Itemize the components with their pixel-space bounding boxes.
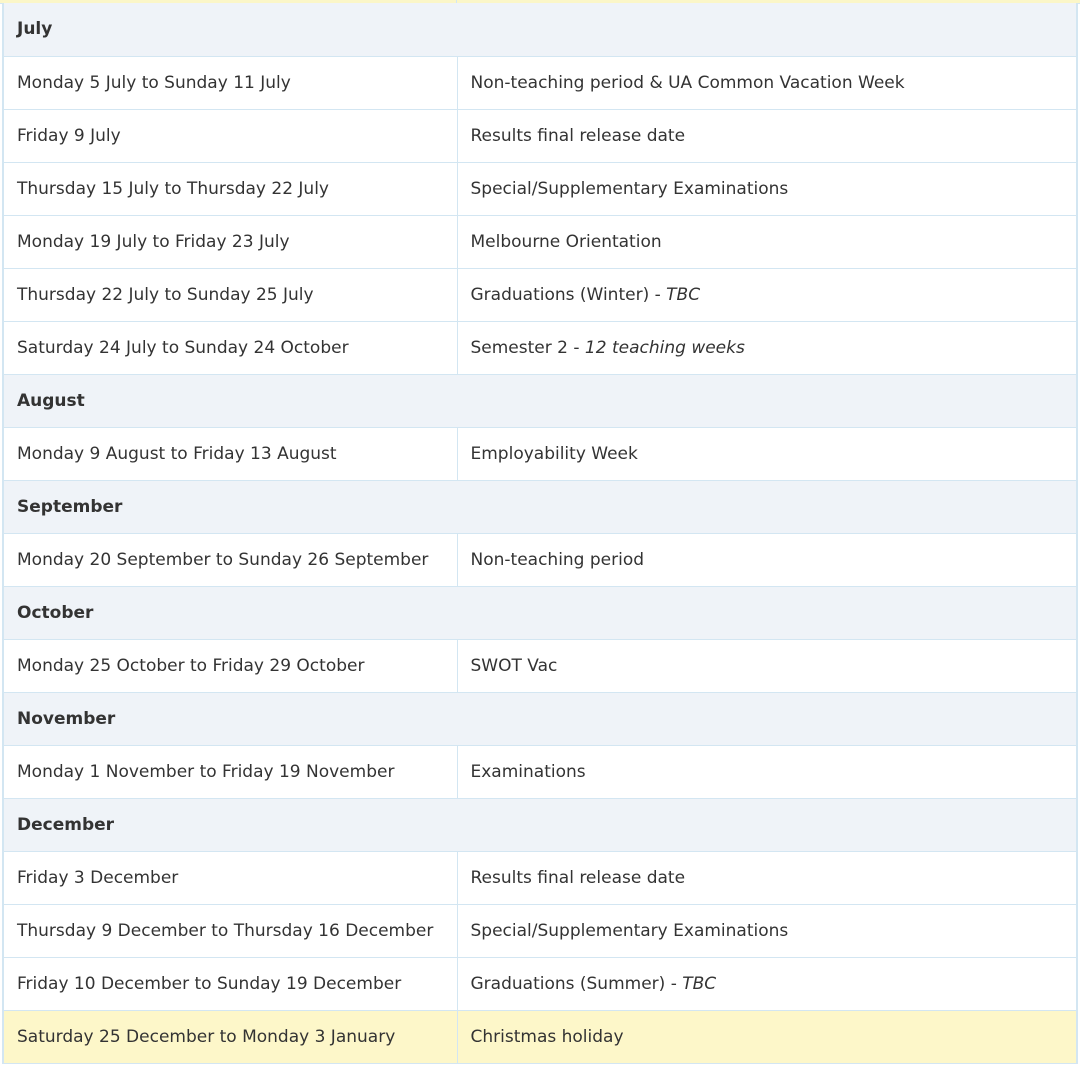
event-label: SWOT Vac [470,655,558,676]
table-row [3,851,1077,904]
table-row [3,745,1077,798]
month-header-row [3,480,1077,533]
date-cell: Monday 1 November to Friday 19 November [3,745,457,798]
month-header-row [3,798,1077,851]
event-label: Examinations [470,761,586,782]
event-cell [457,162,1077,215]
table-row [3,427,1077,480]
event-label: Non-teaching period & UA Common Vacation Week [470,72,905,93]
event-cell [457,851,1077,904]
event-cell [457,957,1077,1010]
table-row [3,109,1077,162]
date-cell: Monday 20 September to Sunday 26 September [3,533,457,586]
table-row [3,957,1077,1010]
date-cell: Thursday 15 July to Thursday 22 July [3,162,457,215]
date-cell: Saturday 25 December to Monday 3 January [3,1010,457,1063]
date-cell: Saturday 24 July to Sunday 24 October [3,321,457,374]
event-cell [457,639,1077,692]
event-note: TBC [682,973,717,994]
date-cell: Monday 19 July to Friday 23 July [3,215,457,268]
date-cell: Thursday 22 July to Sunday 25 July [3,268,457,321]
table-row [3,56,1077,109]
event-label: Results final release date [470,867,686,888]
table-row [3,268,1077,321]
month-header: September [3,480,1077,533]
month-header: November [3,692,1077,745]
event-label: Semester 2 [470,337,568,358]
event-note: 12 teaching weeks [584,337,745,358]
table-row [3,533,1077,586]
calendar-table-body [3,3,1077,1063]
month-header: July [3,3,1077,56]
academic-calendar-table [2,3,1078,1064]
event-label: Employability Week [470,443,638,464]
date-cell: Friday 3 December [3,851,457,904]
event-cell [457,904,1077,957]
month-header: October [3,586,1077,639]
note-separator: - [567,337,585,358]
event-cell [457,427,1077,480]
note-separator: - [665,973,683,994]
event-label: Graduations (Winter) [470,284,650,305]
table-row [3,1010,1077,1063]
date-cell: Friday 9 July [3,109,457,162]
table-row [3,904,1077,957]
event-label: Non-teaching period [470,549,645,570]
event-label: Graduations (Summer) [470,973,666,994]
event-label: Melbourne Orientation [470,231,662,252]
event-label: Special/Supplementary Examinations [470,920,789,941]
month-header-row [3,3,1077,56]
table-row [3,639,1077,692]
date-cell: Thursday 9 December to Thursday 16 December [3,904,457,957]
event-note: TBC [666,284,701,305]
event-label: Christmas holiday [470,1026,624,1047]
table-row [3,162,1077,215]
event-cell [457,321,1077,374]
month-header: December [3,798,1077,851]
note-separator: - [649,284,667,305]
date-cell: Monday 25 October to Friday 29 October [3,639,457,692]
event-cell [457,268,1077,321]
event-cell [457,56,1077,109]
event-label: Results final release date [470,125,686,146]
month-header-row [3,374,1077,427]
date-cell: Monday 9 August to Friday 13 August [3,427,457,480]
event-cell [457,1010,1077,1063]
month-header: August [3,374,1077,427]
table-row [3,215,1077,268]
event-cell [457,109,1077,162]
event-label: Special/Supplementary Examinations [470,178,789,199]
table-row [3,321,1077,374]
month-header-row [3,586,1077,639]
date-cell: Friday 10 December to Sunday 19 December [3,957,457,1010]
event-cell [457,745,1077,798]
event-cell [457,533,1077,586]
month-header-row [3,692,1077,745]
date-cell: Monday 5 July to Sunday 11 July [3,56,457,109]
event-cell [457,215,1077,268]
